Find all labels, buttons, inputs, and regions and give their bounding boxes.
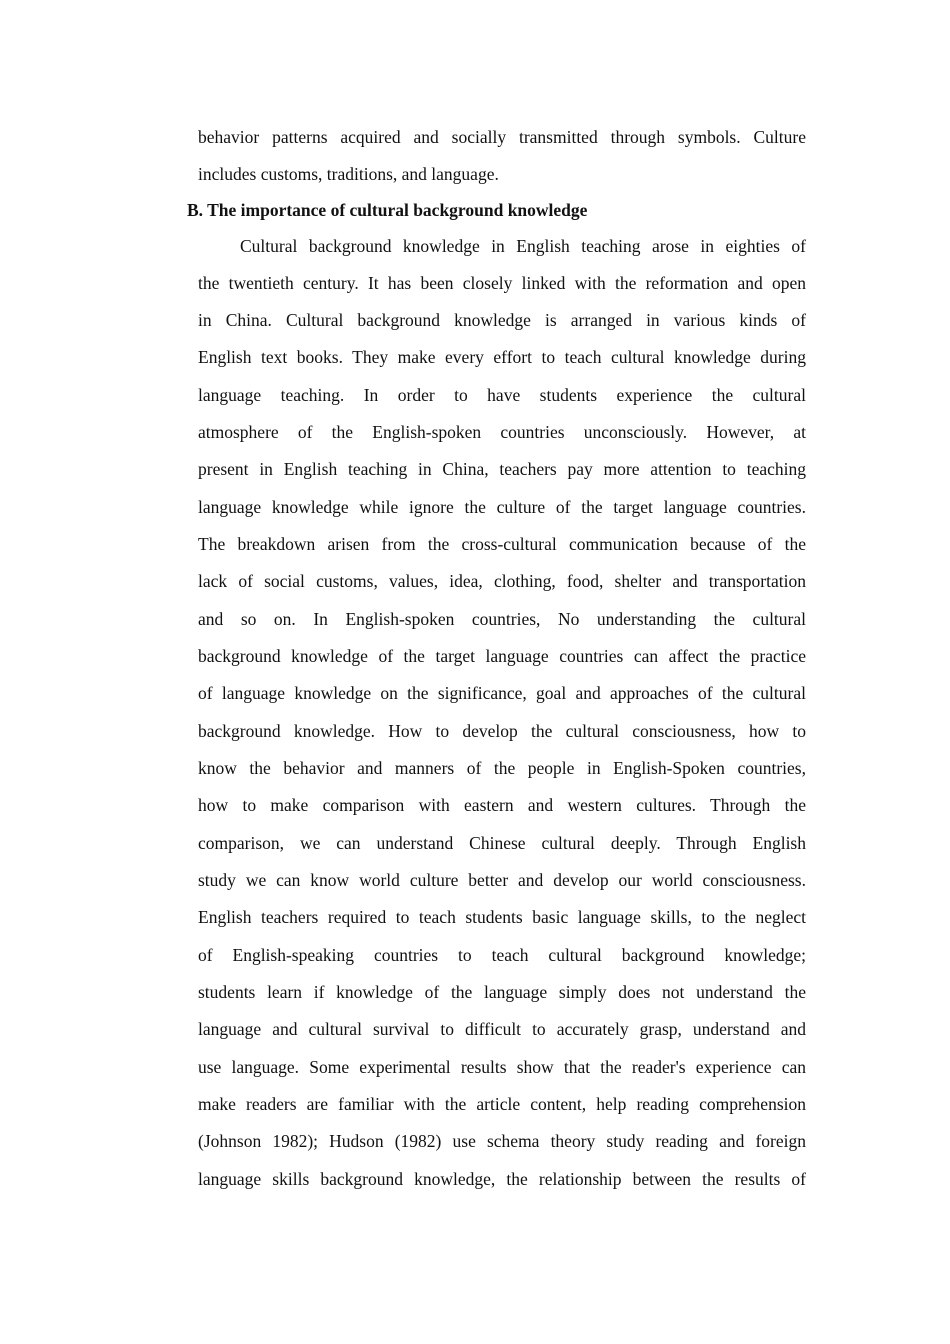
paragraph-line-13: of language knowledge on the significance, goal and approaches of the cultural (198, 683, 806, 703)
paragraph-line-16: how to make comparison with eastern and western cultures. Through the (198, 795, 806, 815)
paragraph-line-11: and so on. In English-spoken countries, No understanding the cultural (198, 609, 806, 629)
paragraph-line-9: The breakdown arisen from the cross-cultural communication because of the (198, 534, 806, 554)
paragraph-line-10: lack of social customs, values, idea, clothing, food, shelter and transportation (198, 571, 806, 591)
section-heading: B. The importance of cultural background knowledge (187, 200, 588, 220)
paragraph-line-26: language skills background knowledge, the relationship between the results of (198, 1169, 806, 1189)
paragraph-line-18: study we can know world culture better and develop our world consciousness. (198, 870, 806, 890)
paragraph-line-8: language knowledge while ignore the culture of the target language countries. (198, 497, 806, 517)
paragraph-line-22: language and cultural survival to difficult to accurately grasp, understand and (198, 1019, 806, 1039)
paragraph-line-14: background knowledge. How to develop the cultural consciousness, how to (198, 721, 806, 741)
paragraph-line-25: (Johnson 1982); Hudson (1982) use schema theory study reading and foreign (198, 1131, 806, 1151)
paragraph-line-12: background knowledge of the target language countries can affect the practice (198, 646, 806, 666)
paragraph-line-23: use language. Some experimental results show that the reader's experience can (198, 1057, 806, 1077)
paragraph-line-3: in China. Cultural background knowledge is arranged in various kinds of (198, 310, 806, 330)
intro-line-1: behavior patterns acquired and socially transmitted through symbols. Culture (198, 127, 806, 147)
paragraph-line-15: know the behavior and manners of the people in English-Spoken countries, (198, 758, 806, 778)
paragraph-line-21: students learn if knowledge of the language simply does not understand the (198, 982, 806, 1002)
paragraph-line-24: make readers are familiar with the article content, help reading comprehension (198, 1094, 806, 1114)
paragraph-line-17: comparison, we can understand Chinese cultural deeply. Through English (198, 833, 806, 853)
paragraph-line-20: of English-speaking countries to teach cultural background knowledge; (198, 945, 806, 965)
paragraph-line-7: present in English teaching in China, teachers pay more attention to teaching (198, 459, 806, 479)
paragraph-line-2: the twentieth century. It has been closely linked with the reformation and open (198, 273, 806, 293)
paragraph-line-1: Cultural background knowledge in English teaching arose in eighties of (240, 236, 806, 256)
paragraph-line-5: language teaching. In order to have students experience the cultural (198, 385, 806, 405)
paragraph-line-19: English teachers required to teach students basic language skills, to the neglect (198, 907, 806, 927)
paragraph-line-6: atmosphere of the English-spoken countries unconsciously. However, at (198, 422, 806, 442)
intro-line-2: includes customs, traditions, and language. (198, 164, 499, 184)
paragraph-line-4: English text books. They make every effort to teach cultural knowledge during (198, 347, 806, 367)
